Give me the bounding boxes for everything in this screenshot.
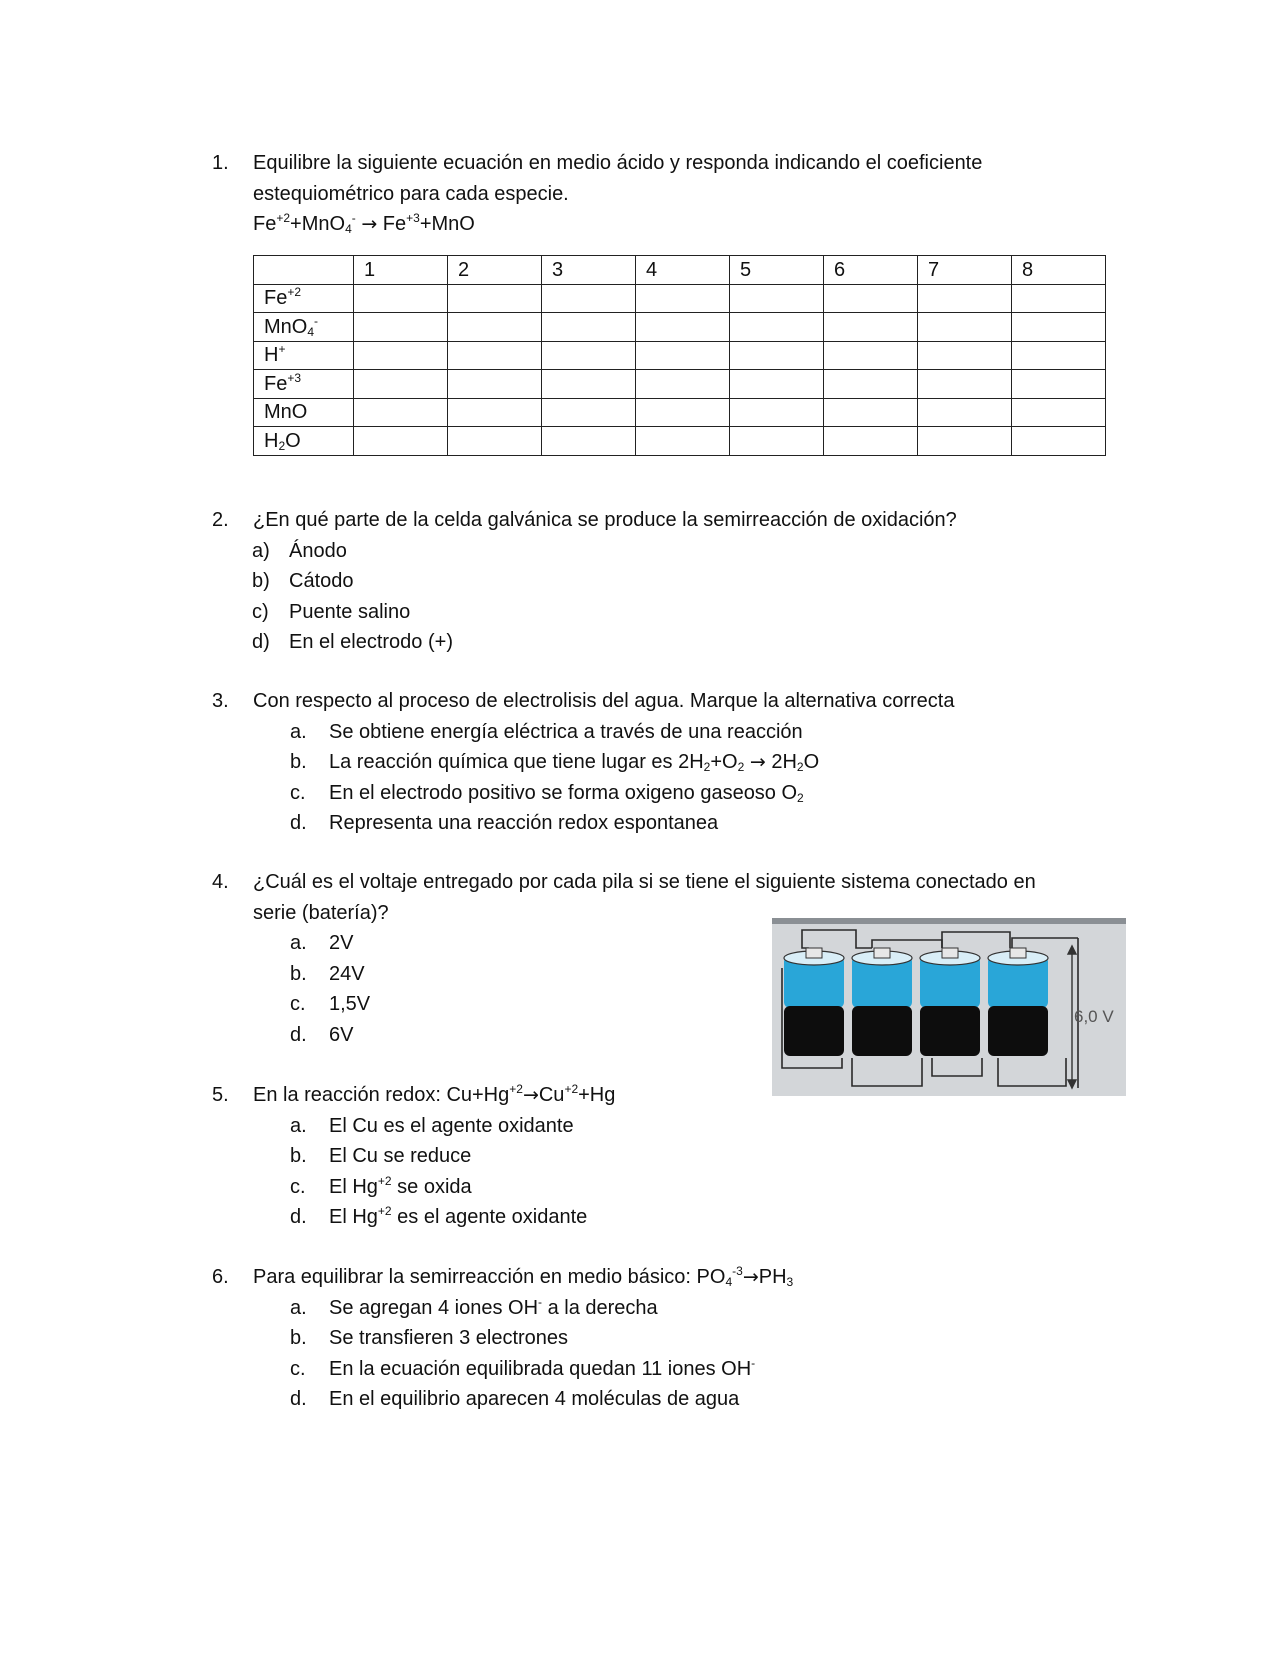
arrow-icon: → — [749, 751, 766, 773]
species-label: $Fe^{+2}$ — [254, 284, 354, 313]
coefficient-cell[interactable] — [1012, 284, 1106, 313]
coefficient-cell[interactable] — [1012, 341, 1106, 370]
coefficient-cell[interactable] — [448, 313, 542, 342]
column-header: 3 — [542, 256, 636, 285]
coefficient-table — [253, 255, 1106, 456]
question-3 — [212, 686, 1112, 839]
coefficient-cell[interactable] — [636, 341, 730, 370]
table-corner-cell — [254, 256, 354, 285]
option-d[interactable]: d. En el equilibrio aparecen 4 moléculas de agua — [290, 1388, 740, 1410]
question-number: 5. — [212, 1084, 229, 1106]
coefficient-cell[interactable] — [542, 398, 636, 427]
option-c[interactable]: c. 1,5V — [290, 993, 371, 1015]
coefficient-cell[interactable] — [1012, 313, 1106, 342]
option-c[interactable]: c) Puente salino — [252, 600, 411, 623]
question-text: Equilibre la siguiente ecuación en medio ácido y responda indicando el coeficiente — [253, 152, 983, 174]
coefficient-cell[interactable] — [542, 284, 636, 313]
coefficient-cell[interactable] — [918, 370, 1012, 399]
coefficient-cell[interactable] — [542, 313, 636, 342]
coefficient-cell[interactable] — [730, 341, 824, 370]
question-2 — [212, 505, 1112, 658]
question-1 — [212, 148, 1112, 240]
coefficient-cell[interactable] — [542, 427, 636, 456]
coefficient-cell[interactable] — [918, 284, 1012, 313]
option-b[interactable]: b. El Cu se reduce — [290, 1145, 472, 1167]
coefficient-cell[interactable] — [1012, 427, 1106, 456]
column-header: 6 — [824, 256, 918, 285]
coefficient-cell[interactable] — [448, 427, 542, 456]
coefficient-cell[interactable] — [824, 427, 918, 456]
coefficient-cell[interactable] — [636, 427, 730, 456]
coefficient-cell[interactable] — [730, 313, 824, 342]
table-row — [254, 313, 1106, 342]
species-label: H+ — [254, 341, 354, 370]
coefficient-cell[interactable] — [824, 284, 918, 313]
species-label: MnO$_4$- — [254, 313, 354, 342]
option-b[interactable]: b. 24V — [290, 962, 365, 985]
option-a[interactable]: a. Se obtiene energía eléctrica a través de una reacción — [290, 720, 803, 743]
table-row — [254, 341, 1106, 370]
question-text: Con respecto al proceso de electrolisis del agua. Marque la alternativa correcta — [253, 690, 955, 712]
voltage-label: 6,0 V — [1074, 1007, 1114, 1026]
option-a[interactable]: a. El Cu es el agente oxidante — [290, 1114, 574, 1137]
coefficient-cell[interactable] — [448, 341, 542, 370]
arrow-icon: → — [742, 1266, 759, 1288]
table-row — [254, 370, 1106, 399]
species-label: $Fe^{+3}$ — [254, 370, 354, 399]
option-d[interactable]: d. 6V — [290, 1023, 354, 1046]
arrow-icon: → — [522, 1084, 539, 1106]
coefficient-cell[interactable] — [824, 398, 918, 427]
coefficient-cell[interactable] — [824, 370, 918, 399]
coefficient-cell[interactable] — [730, 427, 824, 456]
coefficient-cell[interactable] — [918, 398, 1012, 427]
option-a[interactable]: a. 2V — [290, 932, 354, 954]
coefficient-cell[interactable] — [448, 370, 542, 399]
redox-equation: $Fe^{+2}+MnO_4^- \to Fe^{+3}+MnO$ — [253, 211, 475, 236]
coefficient-cell[interactable] — [636, 284, 730, 313]
option-c[interactable]: c. En la ecuación equilibrada quedan 11 iones OH- — [290, 1355, 756, 1380]
question-text-cont: estequiométrico para cada especie. — [253, 182, 569, 205]
question-number: 2. — [212, 509, 229, 531]
column-header: 1 — [354, 256, 448, 285]
question-number: 1. — [212, 152, 229, 174]
option-d[interactable]: d. El $Hg^{+2}$ es el agente oxidante — [290, 1204, 588, 1228]
coefficient-cell[interactable] — [636, 370, 730, 399]
option-c[interactable]: c. El $Hg^{+2}$ se oxida — [290, 1173, 472, 1198]
coefficient-cell[interactable] — [636, 398, 730, 427]
table-header-row — [254, 256, 1106, 285]
column-header: 4 — [636, 256, 730, 285]
option-c[interactable]: c. En el electrodo positivo se forma oxigeno gaseoso $O_2$ — [290, 781, 804, 805]
option-d[interactable]: d) En el electrodo (+) — [252, 631, 453, 653]
option-d[interactable]: d. Representa una reacción redox espontanea — [290, 812, 719, 834]
coefficient-cell[interactable] — [636, 313, 730, 342]
coefficient-cell[interactable] — [1012, 398, 1106, 427]
coefficient-cell[interactable] — [354, 284, 448, 313]
question-number: 4. — [212, 871, 229, 893]
coefficient-cell[interactable] — [918, 341, 1012, 370]
question-number: 3. — [212, 690, 229, 712]
table-row — [254, 398, 1106, 427]
question-text: En la reacción redox: $Cu+Hg^{+2}\to Cu^{+2}+Hg$ — [253, 1082, 616, 1106]
coefficient-cell[interactable] — [730, 284, 824, 313]
table-row — [254, 427, 1106, 456]
battery-series-figure — [772, 918, 1126, 1096]
option-b[interactable]: b. La reacción química que tiene lugar es $2H_2+O_2 \to 2H_2O$ — [290, 751, 820, 774]
coefficient-cell[interactable] — [448, 398, 542, 427]
coefficient-cell[interactable] — [542, 341, 636, 370]
coefficient-cell[interactable] — [354, 427, 448, 456]
coefficient-cell[interactable] — [824, 341, 918, 370]
option-b[interactable]: b) Cátodo — [252, 570, 354, 592]
question-text: ¿En qué parte de la celda galvánica se produce la semirreacción de oxidación? — [253, 509, 957, 531]
coefficient-cell[interactable] — [1012, 370, 1106, 399]
coefficient-cell[interactable] — [354, 370, 448, 399]
column-header: 2 — [448, 256, 542, 285]
question-text: ¿Cuál es el voltaje entregado por cada pila si se tiene el siguiente sistema conectado en — [253, 871, 1036, 893]
coefficient-cell[interactable] — [448, 284, 542, 313]
coefficient-cell[interactable] — [918, 313, 1012, 342]
question-number: 6. — [212, 1266, 229, 1288]
species-label: $H_2O$ — [254, 427, 354, 456]
coefficient-cell[interactable] — [730, 398, 824, 427]
option-a[interactable]: a) Ánodo — [252, 539, 347, 562]
question-text: Para equilibrar la semirreacción en medio básico: $PO_4^{-3}\to PH_3$ — [253, 1264, 794, 1289]
species-label: MnO — [254, 398, 354, 427]
column-header: 5 — [730, 256, 824, 285]
coefficient-cell[interactable] — [918, 427, 1012, 456]
coefficient-cell[interactable] — [824, 313, 918, 342]
question-5 — [212, 1080, 1112, 1233]
question-text-cont: serie (batería)? — [253, 901, 389, 924]
coefficient-cell[interactable] — [354, 398, 448, 427]
coefficient-cell[interactable] — [354, 341, 448, 370]
column-header: 8 — [1012, 256, 1106, 285]
arrow-icon: → — [361, 213, 378, 235]
option-b[interactable]: b. Se transfieren 3 electrones — [290, 1327, 569, 1349]
column-header: 7 — [918, 256, 1012, 285]
coefficient-cell[interactable] — [730, 370, 824, 399]
question-6 — [212, 1262, 1112, 1415]
option-a[interactable]: a. Se agregan 4 iones OH- a la derecha — [290, 1294, 658, 1319]
coefficient-cell[interactable] — [542, 370, 636, 399]
table-row — [254, 284, 1106, 313]
coefficient-cell[interactable] — [354, 313, 448, 342]
